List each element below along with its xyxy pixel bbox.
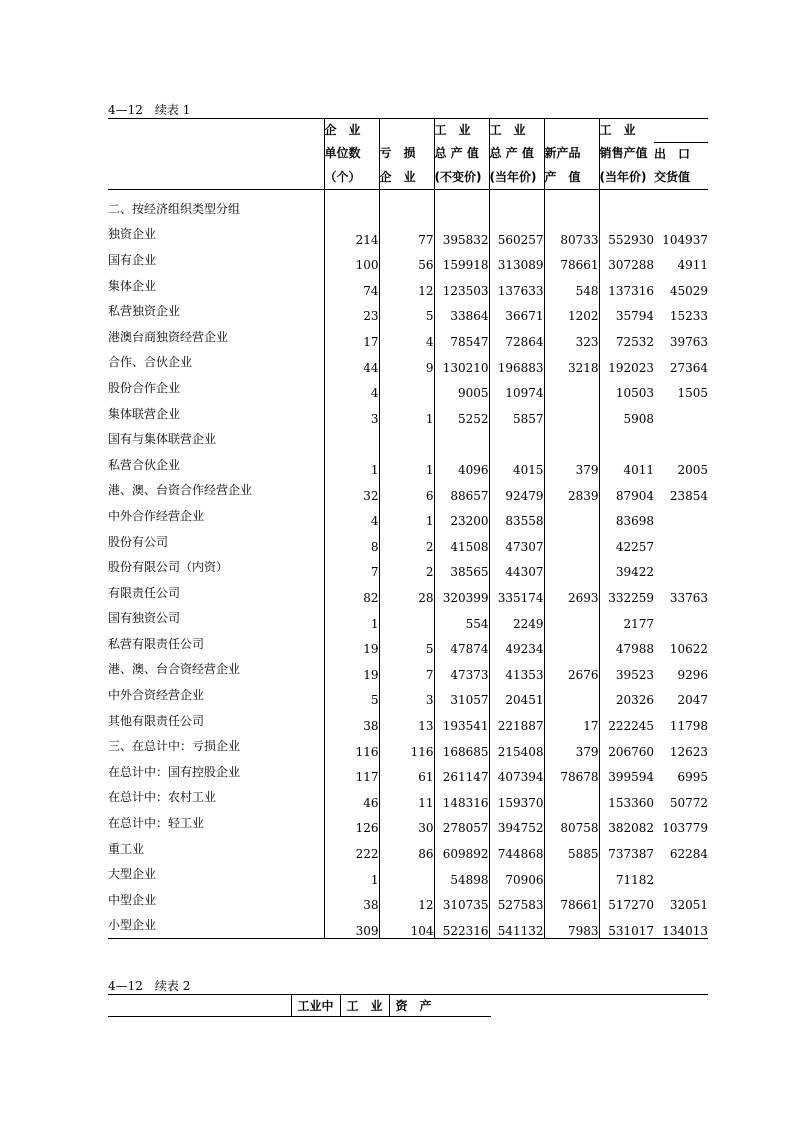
row-value: 47988 (599, 631, 654, 657)
row-value (379, 426, 434, 452)
row-value: 17 (544, 707, 599, 733)
row-value: 261147 (434, 759, 489, 785)
row-value: 20451 (489, 682, 544, 708)
row-value (544, 682, 599, 708)
table2-header (108, 994, 708, 1017)
row-value: 1 (324, 605, 379, 631)
table-row (108, 298, 708, 324)
header-c3-line1: 工 业 (434, 119, 489, 143)
row-value: 4 (324, 503, 379, 529)
row-value: 382082 (599, 810, 654, 836)
row-value (434, 189, 489, 221)
row-label: 中型企业 (108, 892, 157, 907)
row-value: 4096 (434, 451, 489, 477)
table-row (108, 189, 708, 221)
row-value: 116 (324, 733, 379, 759)
table2-label-cell (108, 995, 291, 1017)
row-value: 80758 (544, 810, 599, 836)
row-value: 541132 (489, 912, 544, 938)
row-value (544, 189, 599, 221)
row-value: 222 (324, 835, 379, 861)
row-value: 4 (324, 375, 379, 401)
row-label: 中外合资经营企业 (108, 688, 205, 703)
table-row (108, 323, 708, 349)
row-value (654, 400, 708, 426)
row-value: 5857 (489, 400, 544, 426)
header-c1-line2: 单位数 (324, 142, 379, 166)
row-value: 2177 (599, 605, 654, 631)
table-row (108, 605, 708, 631)
row-value: 56 (379, 247, 434, 273)
row-value: 47874 (434, 631, 489, 657)
row-label: 在总计中：轻工业 (108, 816, 205, 831)
row-value: 82 (324, 579, 379, 605)
row-label: 大型企业 (108, 867, 157, 882)
header-c1-line3: （个） (324, 166, 379, 190)
row-label: 股份有公司 (108, 534, 169, 549)
header-c6-line1: 工 业 (599, 119, 654, 143)
row-label: 私营合伙企业 (108, 457, 181, 472)
row-label: 小型企业 (108, 912, 324, 938)
row-value: 323 (544, 323, 599, 349)
row-value (599, 189, 654, 221)
row-value: 35794 (599, 298, 654, 324)
row-value: 1 (379, 400, 434, 426)
row-label: 独资企业 (108, 227, 157, 242)
row-value: 39523 (599, 656, 654, 682)
row-value: 5885 (544, 835, 599, 861)
row-value: 215408 (489, 733, 544, 759)
row-label: 中外合作经营企业 (108, 508, 205, 523)
row-value: 4911 (677, 258, 708, 273)
table-row (108, 631, 708, 657)
row-value: 332259 (599, 579, 654, 605)
row-value (544, 528, 599, 554)
row-value: 3 (324, 400, 379, 426)
row-value: 39422 (599, 554, 654, 580)
row-value: 33763 (669, 591, 708, 605)
row-label: 私营独资企业 (108, 304, 181, 319)
table-row (108, 375, 708, 401)
row-value: 221887 (489, 707, 544, 733)
row-value (434, 426, 489, 452)
row-value: 517270 (599, 887, 654, 913)
header-c2-line1 (379, 119, 434, 143)
row-value: 609892 (434, 835, 489, 861)
row-label: 在总计中：农村工业 (108, 790, 217, 805)
table-row (108, 887, 708, 913)
row-value: 54898 (434, 861, 489, 887)
row-value: 137316 (599, 272, 654, 298)
row-value: 548 (544, 272, 599, 298)
row-value: 137633 (489, 272, 544, 298)
row-value: 2693 (544, 579, 599, 605)
row-value: 6 (379, 477, 434, 503)
row-value: 88657 (434, 477, 489, 503)
table-row (108, 349, 708, 375)
row-value: 2005 (677, 463, 708, 478)
table-row (108, 272, 708, 298)
table-row (108, 784, 708, 810)
row-value: 1 (324, 861, 379, 887)
table2-col1: 工业中 (291, 995, 340, 1017)
row-value: 5 (324, 682, 379, 708)
row-label: 港、澳、台资合作经营企业 (108, 483, 253, 498)
row-label: 有限责任公司 (108, 585, 181, 600)
row-value: 7983 (544, 912, 599, 938)
row-value: 6995 (677, 770, 708, 785)
row-label: 集体企业 (108, 278, 157, 293)
row-value: 23200 (434, 503, 489, 529)
row-value: 399594 (599, 759, 654, 785)
row-value: 33864 (434, 298, 489, 324)
row-value: 193541 (434, 707, 489, 733)
row-value: 38 (324, 887, 379, 913)
row-value: 46 (324, 784, 379, 810)
row-value: 92479 (489, 477, 544, 503)
row-value: 206760 (599, 733, 654, 759)
row-value: 531017 (599, 912, 654, 938)
row-value: 527583 (489, 887, 544, 913)
row-value: 12 (379, 887, 434, 913)
row-value: 78678 (544, 759, 599, 785)
table1-caption: 4—12 续表 1 (108, 103, 191, 117)
row-value: 72532 (599, 323, 654, 349)
row-value: 9005 (434, 375, 489, 401)
row-value: 10503 (599, 375, 654, 401)
row-value: 30 (379, 810, 434, 836)
row-value: 11 (379, 784, 434, 810)
row-value (544, 861, 599, 887)
row-value: 126 (324, 810, 379, 836)
row-value: 10622 (669, 642, 708, 657)
row-value: 38 (324, 707, 379, 733)
row-value: 72864 (489, 323, 544, 349)
row-value: 394752 (489, 810, 544, 836)
row-value (654, 503, 708, 529)
row-value: 407394 (489, 759, 544, 785)
row-label: 二、按经济组织类型分组 (108, 201, 241, 216)
row-label: 国有独资公司 (108, 611, 181, 626)
row-value: 5 (379, 298, 434, 324)
row-value: 41508 (434, 528, 489, 554)
header-c3-line3: (不变价) (434, 166, 489, 190)
row-value: 395832 (434, 221, 489, 247)
row-value: 3218 (544, 349, 599, 375)
row-value: 83558 (489, 503, 544, 529)
row-value: 77 (379, 221, 434, 247)
table-row (108, 835, 708, 861)
header-c2-line3: 企 业 (379, 166, 434, 190)
row-label: 重工业 (108, 841, 145, 856)
row-value: 522316 (434, 912, 489, 938)
table-row (108, 810, 708, 836)
table-row (108, 477, 708, 503)
row-value: 313089 (489, 247, 544, 273)
header-c7-line1 (654, 119, 708, 143)
row-value (544, 375, 599, 401)
row-value: 47373 (434, 656, 489, 682)
table2-col2: 工 业 (340, 995, 389, 1017)
row-value: 83698 (599, 503, 654, 529)
row-value: 27364 (669, 360, 708, 375)
row-value (654, 861, 708, 887)
table-row (108, 426, 708, 452)
row-value: 104937 (662, 232, 708, 247)
row-label: 合作、合伙企业 (108, 355, 193, 370)
row-label: 国有企业 (108, 252, 157, 267)
row-value: 19 (324, 656, 379, 682)
row-label: 在总计中：国有控股企业 (108, 764, 241, 779)
row-value: 309 (324, 912, 379, 938)
table-row (108, 221, 708, 247)
header-c7-line3: 交货值 (654, 166, 708, 190)
row-value: 2249 (489, 605, 544, 631)
row-value: 20326 (599, 682, 654, 708)
row-value: 5 (379, 631, 434, 657)
row-value: 7 (324, 554, 379, 580)
row-value: 5908 (599, 400, 654, 426)
row-value: 744868 (489, 835, 544, 861)
row-value: 123503 (434, 272, 489, 298)
row-value: 4011 (599, 451, 654, 477)
row-value: 1202 (544, 298, 599, 324)
row-value: 23854 (669, 488, 708, 503)
row-label: 港、澳、台合资经营企业 (108, 662, 241, 677)
row-value: 2047 (677, 693, 708, 708)
header-c5-line2: 新产品 (544, 142, 599, 166)
table-row (108, 451, 708, 477)
row-value: 130210 (434, 349, 489, 375)
row-value: 168685 (434, 733, 489, 759)
row-value: 159918 (434, 247, 489, 273)
table2-col3: 资 产 (389, 995, 491, 1017)
row-value (379, 861, 434, 887)
row-value: 4015 (489, 451, 544, 477)
row-value: 159370 (489, 784, 544, 810)
row-value (379, 605, 434, 631)
row-value: 78547 (434, 323, 489, 349)
table-row (108, 733, 708, 759)
row-value: 9296 (677, 667, 708, 682)
table-row (108, 707, 708, 733)
row-value: 560257 (489, 221, 544, 247)
row-value (544, 631, 599, 657)
row-label: 港澳台商独资经营企业 (108, 329, 229, 344)
row-value: 61 (379, 759, 434, 785)
row-value (324, 426, 379, 452)
header-c4-line1: 工 业 (489, 119, 544, 143)
row-label: 国有与集体联营企业 (108, 432, 217, 447)
row-label: 股份有限公司（内资） (108, 560, 229, 575)
row-label: 集体联营企业 (108, 406, 181, 421)
row-value: 10974 (489, 375, 544, 401)
row-value: 116 (379, 733, 434, 759)
row-value: 23 (324, 298, 379, 324)
header-c3-line2: 总 产 值 (434, 142, 489, 166)
row-value: 104 (379, 912, 434, 938)
row-value: 2676 (544, 656, 599, 682)
row-value: 379 (544, 451, 599, 477)
row-value: 38565 (434, 554, 489, 580)
header-c6-line2: 销售产值 (599, 142, 654, 166)
row-value (544, 605, 599, 631)
industry-table (108, 118, 708, 939)
row-value: 12 (379, 272, 434, 298)
header-c4-line2: 总 产 值 (489, 142, 544, 166)
row-value (324, 189, 379, 221)
row-value (599, 426, 654, 452)
row-value: 42257 (599, 528, 654, 554)
row-value (544, 400, 599, 426)
row-value: 3 (379, 682, 434, 708)
row-value (654, 426, 708, 452)
header-c6-line3: (当年价) (599, 166, 654, 190)
header-c4-line3: (当年价) (489, 166, 544, 190)
row-value (489, 189, 544, 221)
table-row (108, 554, 708, 580)
row-value: 39763 (669, 335, 708, 350)
row-value: 335174 (489, 579, 544, 605)
row-value (544, 503, 599, 529)
row-value: 12623 (669, 744, 708, 759)
table-body (108, 189, 708, 938)
row-value: 196883 (489, 349, 544, 375)
table-row (108, 682, 708, 708)
row-value (489, 426, 544, 452)
row-value: 41353 (489, 656, 544, 682)
row-value (654, 528, 708, 554)
row-value (544, 554, 599, 580)
table-row (108, 656, 708, 682)
row-value: 11798 (669, 718, 708, 733)
row-value: 47307 (489, 528, 544, 554)
row-value: 13 (379, 707, 434, 733)
row-value: 1 (379, 451, 434, 477)
header-c1-line1: 企 业 (324, 119, 379, 143)
table-row (108, 503, 708, 529)
row-value: 44 (324, 349, 379, 375)
header-c7-line2: 出 口 (654, 142, 708, 166)
row-value: 153360 (599, 784, 654, 810)
row-value: 44307 (489, 554, 544, 580)
header-label-cell (108, 119, 324, 143)
row-value (544, 426, 599, 452)
table-row (108, 247, 708, 273)
row-value: 62284 (669, 846, 708, 861)
row-value: 32 (324, 477, 379, 503)
table-row (108, 528, 708, 554)
table-row (108, 759, 708, 785)
table2-caption: 4—12 续表 2 (108, 979, 191, 993)
row-value: 86 (379, 835, 434, 861)
row-value: 8 (324, 528, 379, 554)
row-value: 32051 (669, 898, 708, 913)
row-value (379, 375, 434, 401)
row-label: 其他有限责任公司 (108, 713, 205, 728)
row-value: 310735 (434, 887, 489, 913)
row-value: 15233 (669, 309, 708, 324)
row-value (654, 605, 708, 631)
header-c5-line3: 产 值 (544, 166, 599, 190)
row-value: 2 (379, 528, 434, 554)
row-value: 31057 (434, 682, 489, 708)
row-value (379, 189, 434, 221)
row-value: 379 (544, 733, 599, 759)
row-value (654, 554, 708, 580)
row-value: 134013 (654, 912, 708, 938)
row-value: 36671 (489, 298, 544, 324)
row-value: 117 (324, 759, 379, 785)
table-row (108, 912, 708, 938)
row-value (544, 784, 599, 810)
row-label: 股份合作企业 (108, 380, 181, 395)
row-value: 1 (379, 503, 434, 529)
row-value: 80733 (544, 221, 599, 247)
row-value: 45029 (669, 283, 708, 298)
row-value: 28 (379, 579, 434, 605)
row-value: 307288 (599, 247, 654, 273)
table-row (108, 400, 708, 426)
row-value: 74 (324, 272, 379, 298)
row-value: 19 (324, 631, 379, 657)
row-value: 5252 (434, 400, 489, 426)
row-value: 87904 (599, 477, 654, 503)
row-value: 4 (379, 323, 434, 349)
header-c5-line1 (544, 119, 599, 143)
row-value: 2 (379, 554, 434, 580)
row-value: 9 (379, 349, 434, 375)
row-value: 552930 (599, 221, 654, 247)
table-row (108, 861, 708, 887)
row-value: 78661 (544, 887, 599, 913)
row-label: 私营有限责任公司 (108, 636, 205, 651)
row-value: 7 (379, 656, 434, 682)
row-value: 148316 (434, 784, 489, 810)
row-value: 103779 (662, 821, 708, 836)
row-value: 214 (324, 221, 379, 247)
row-value: 320399 (434, 579, 489, 605)
row-value: 192023 (599, 349, 654, 375)
row-value: 49234 (489, 631, 544, 657)
row-value: 1 (324, 451, 379, 477)
row-value: 70906 (489, 861, 544, 887)
row-value: 78661 (544, 247, 599, 273)
row-value: 100 (324, 247, 379, 273)
header-c2-line2: 亏 损 (379, 142, 434, 166)
row-value: 222245 (599, 707, 654, 733)
row-label: 三、在总计中：亏损企业 (108, 739, 241, 754)
row-value: 50772 (669, 795, 708, 810)
row-value (654, 189, 708, 221)
row-value: 71182 (599, 861, 654, 887)
row-value: 554 (434, 605, 489, 631)
row-value: 17 (324, 323, 379, 349)
row-value: 1505 (677, 386, 708, 401)
row-value: 2839 (544, 477, 599, 503)
row-value: 737387 (599, 835, 654, 861)
row-value: 278057 (434, 810, 489, 836)
table-row (108, 579, 708, 605)
